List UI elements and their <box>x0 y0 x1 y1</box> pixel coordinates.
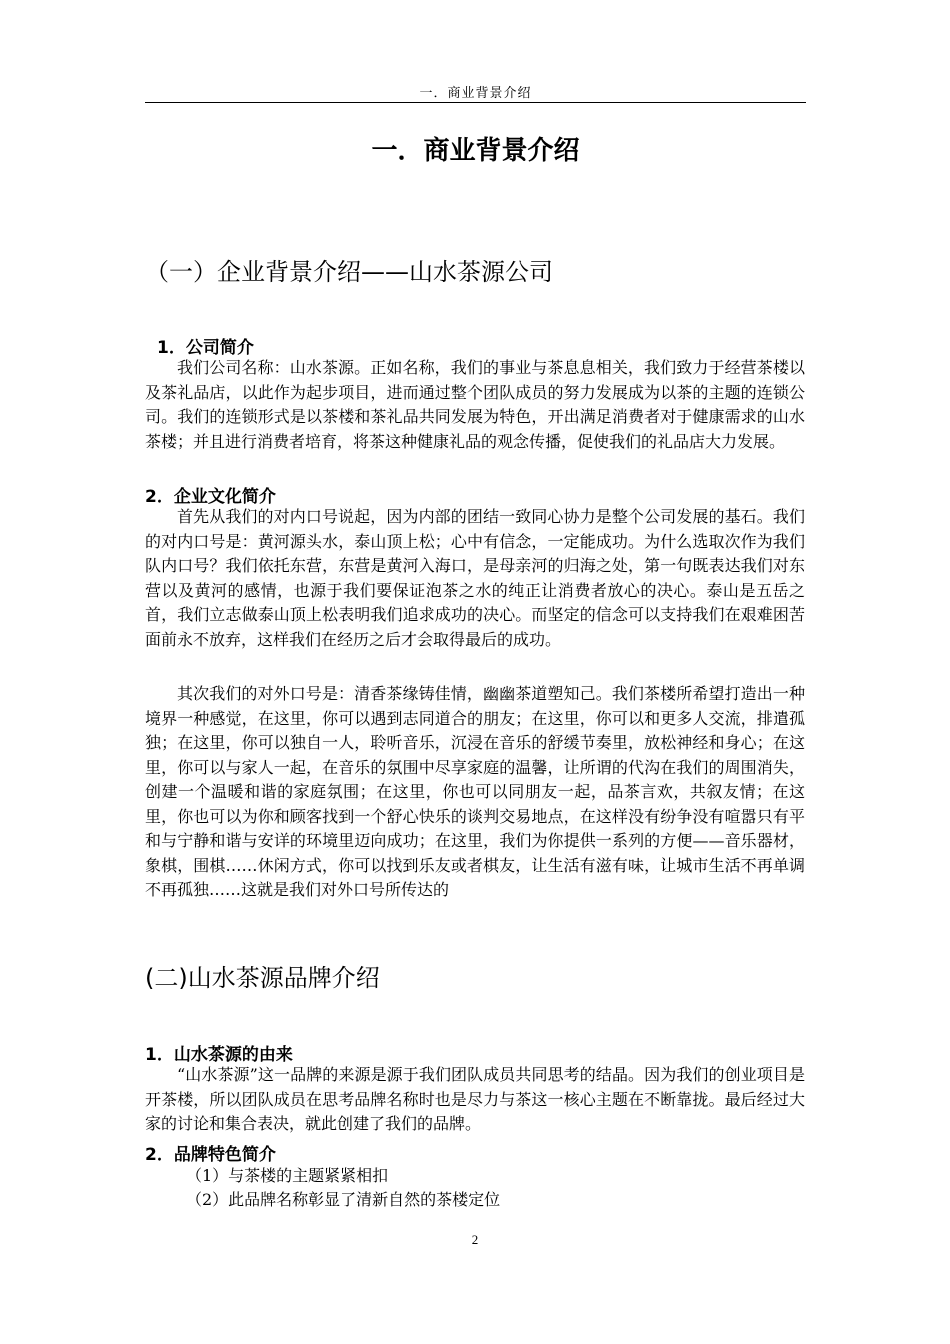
section-heading-enterprise: （一）企业背景介绍——山水茶源公司 <box>145 258 553 286</box>
header-divider <box>145 102 806 103</box>
list-item: （2）此品牌名称彰显了清新自然的茶楼定位 <box>186 1190 501 1209</box>
section-heading-brand: (二)山水茶源品牌介绍 <box>145 964 380 992</box>
paragraph-external-slogan: 其次我们的对外口号是：清香茶缘铸佳情，幽幽茶道塑知己。我们茶楼所希望打造出一种境界一种感觉，在这里，你可以遇到志同道合的朋友；在这里，你可以和更多人交流，排遣孤独；在这里，你可以独自一人，聆听音乐，沉浸在音乐的舒缓节奏里，放松神经和身心；在这里，你可以与家人一起，在音乐的氛围中尽享家庭的温馨，让所谓的代沟在我们的周围消失，创建一个温暖和谐的家庭氛围；在这里，你也可以同朋友一起，品茶言欢，共叙友情；在这里，你也可以为你和顾客找到一个舒心快乐的谈判交易地点，在这样没有纷争没有喧嚣只有平和与宁静和谐与安详的环境里迈向成功；在这里，我们为你提供一系列的方便——音乐器材，象棋，围棋……休闲方式，你可以找到乐友或者棋友，让生活有滋有味，让城市生活不再单调不再孤独……这就是我们对外口号所传达的 <box>145 684 805 899</box>
list-item: （1）与茶楼的主题紧紧相扣 <box>186 1166 389 1185</box>
paragraph-company-profile: 我们公司名称：山水茶源。正如名称，我们的事业与茶息息相关，我们致力于经营茶楼以及茶礼品店，以此作为起步项目，进而通过整个团队成员的努力发展成为以茶的主题的连锁公司。我们的连锁形式是以茶楼和茶礼品共同发展为特色，开出满足消费者对于健康需求的山水茶楼；并且进行消费者培育，将茶这种健康礼品的观念传播，促使我们的礼品店大力发展。 <box>145 358 805 451</box>
subheading-brand-features: 2．品牌特色简介 <box>145 1145 276 1165</box>
subheading-corporate-culture: 2．企业文化简介 <box>145 487 276 507</box>
subheading-company-profile: 1．公司简介 <box>157 338 254 358</box>
paragraph-internal-slogan: 首先从我们的对内口号说起，因为内部的团结一致同心协力是整个公司发展的基石。我们的对内口号是：黄河源头水，泰山顶上松；心中有信念，一定能成功。为什么选取次作为我们队内口号？我们依托东营，东营是黄河入海口，是母亲河的归海之处，第一句既表达我们对东营以及黄河的感情，也源于我们要保证泡茶之水的纯正让消费者放心的决心。泰山是五岳之首，我们立志做泰山顶上松表明我们追求成功的决心。而坚定的信念可以支持我们在艰难困苦面前永不放弃，这样我们在经历之后才会取得最后的成功。 <box>145 507 805 649</box>
chapter-title: 一．商业背景介绍 <box>371 136 580 166</box>
subheading-brand-origin: 1．山水茶源的由来 <box>145 1045 293 1065</box>
running-header: 一．商业背景介绍 <box>419 86 532 101</box>
paragraph-brand-origin: “山水茶源”这一品牌的来源是源于我们团队成员共同思考的结晶。因为我们的创业项目是开茶楼，所以团队成员在思考品牌名称时也是尽力与茶这一核心主题在不断靠拢。最后经过大家的讨论和集合表决，就此创建了我们的品牌。 <box>145 1065 805 1133</box>
page-number: 2 <box>471 1232 479 1247</box>
